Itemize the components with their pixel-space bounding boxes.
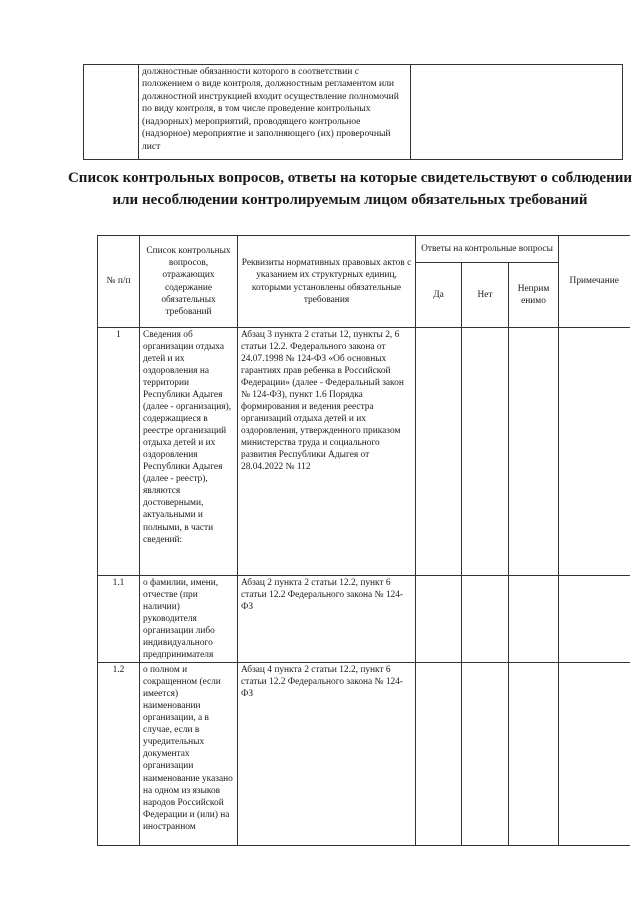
row-num: 1.1 [98, 576, 140, 663]
answer-na-cell[interactable] [509, 328, 559, 576]
answer-yes-cell[interactable] [416, 328, 462, 576]
header-requisites: Реквизиты нормативных правовых актов с указанием их структурных единиц, которыми установлены обязательные требования [238, 236, 416, 328]
row-question: Сведения об организации отдыха детей и их оздоровления на территории Республики Адыгея (далее - организация), содержащиеся в реестре организаций отдыха детей и их оздоровления Республики Адыгея (далее - реестр), являются достоверными, актуальными и полными, в части сведений: [140, 328, 238, 576]
row-question: о полном и сокращенном (если имеется) наименовании организации, а в случае, если в учредительных документах организации наименование указано на одном из языков народов Российской Федерации и (или) на иностранном [140, 663, 238, 846]
header-answers: Ответы на контрольные вопросы [416, 236, 559, 263]
answer-no-cell[interactable] [462, 576, 509, 663]
header-question: Список контрольных вопросов, отражающих содержание обязательных требований [140, 236, 238, 328]
table-row [84, 65, 623, 160]
table-row [98, 576, 630, 663]
row-requisites: Абзац 4 пункта 2 статьи 12.2, пункт 6 статьи 12.2 Федерального закона № 124-ФЗ [238, 663, 416, 846]
answer-na-cell[interactable] [509, 663, 559, 846]
fragment-text: должностные обязанности которого в соответствии с положением о виде контроля, должностным регламентом или должностной инструкцией входит осуществление полномочий по виду контроля, в том числе проведение контрольных (надзорных) мероприятий, проводящего контрольное (надзорное) мероприятие и заполняющего (их) проверочный лист [139, 65, 411, 160]
header-row [98, 236, 630, 263]
answer-yes-cell[interactable] [416, 663, 462, 846]
header-note: Примечание [559, 236, 630, 328]
row-num: 1.2 [98, 663, 140, 846]
row-requisites: Абзац 2 пункта 2 статьи 12.2, пункт 6 статьи 12.2 Федерального закона № 124-ФЗ [238, 576, 416, 663]
empty-cell [411, 65, 623, 160]
answer-yes-cell[interactable] [416, 576, 462, 663]
answer-no-cell[interactable] [462, 663, 509, 846]
table-row [98, 663, 630, 846]
header-yes: Да [416, 263, 462, 328]
answer-no-cell[interactable] [462, 328, 509, 576]
checklist-table [97, 235, 630, 846]
row-requisites: Абзац 3 пункта 2 статьи 12, пункты 2, 6 статьи 12.2. Федерального закона от 24.07.1998 № 124-ФЗ «Об основных гарантиях прав ребенка в Российской Федерации» (далее - Федеральный закон № 124-ФЗ), пункт 1.6 Порядка формирования и ведения реестра организаций отдыха детей и их оздоровления, утвержденного приказом министерства труда и социального развития Республики Адыгея от 28.04.2022 № 112 [238, 328, 416, 576]
header-na: Неприм енимо [509, 263, 559, 328]
note-cell[interactable] [559, 576, 630, 663]
header-no: Нет [462, 263, 509, 328]
page-title: Список контрольных вопросов, ответы на которые свидетельствуют о соблюдении или несоблюдении контролируемым лицом обязательных требований [67, 170, 633, 208]
empty-cell [84, 65, 139, 160]
table-row [98, 328, 630, 576]
row-question: о фамилии, имени, отчестве (при наличии) руководителя организации либо индивидуального предпринимателя [140, 576, 238, 663]
previous-page-table-fragment [83, 64, 623, 160]
answer-na-cell[interactable] [509, 576, 559, 663]
note-cell[interactable] [559, 663, 630, 846]
row-num: 1 [98, 328, 140, 576]
header-num: № п/п [98, 236, 140, 328]
note-cell[interactable] [559, 328, 630, 576]
